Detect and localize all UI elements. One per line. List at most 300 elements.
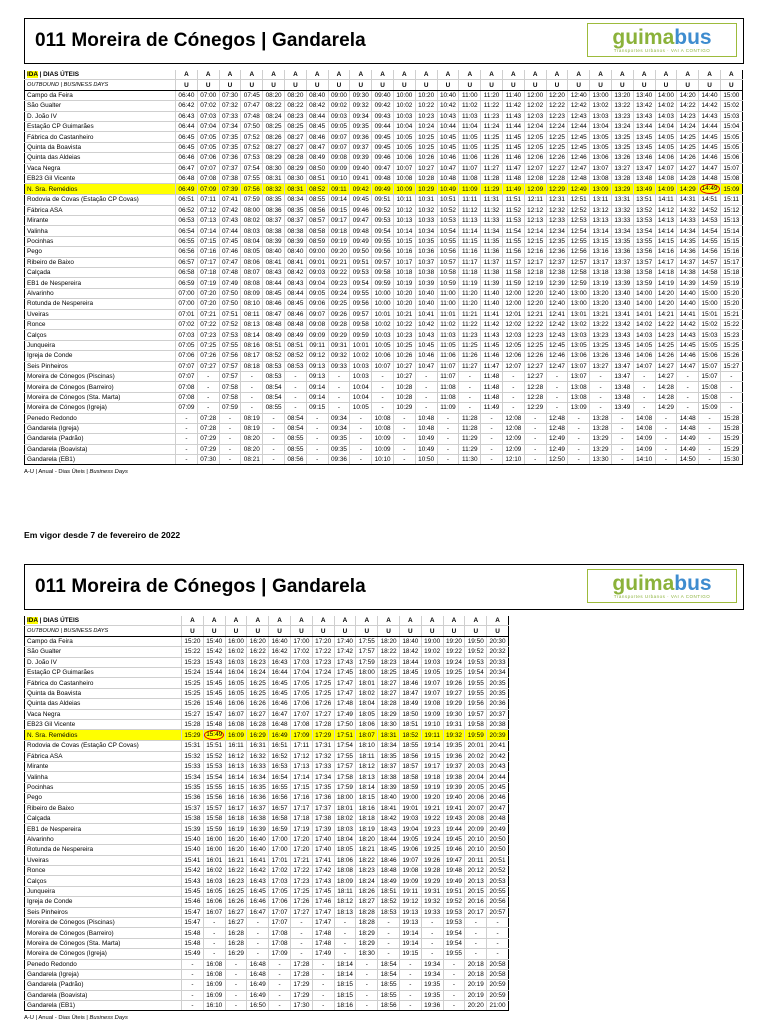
departure-time: 10:06 <box>372 351 394 361</box>
departure-time: 08:02 <box>241 216 263 226</box>
departure-time: 10:46 <box>415 351 437 361</box>
departure-time: 18:57 <box>399 762 421 772</box>
period-code: A <box>328 70 350 80</box>
stop-name: Gandarela (Igreja) <box>25 969 182 979</box>
departure-time: 08:50 <box>306 163 328 173</box>
departure-time: 17:18 <box>290 814 312 824</box>
departure-time: 18:30 <box>356 949 378 959</box>
departure-time: 08:03 <box>241 226 263 236</box>
departure-time: 09:11 <box>328 184 350 195</box>
departure-time: 10:47 <box>415 361 437 371</box>
departure-time: 13:54 <box>633 226 655 236</box>
departure-time: 07:52 <box>219 319 241 329</box>
departure-time: 14:58 <box>699 268 721 278</box>
departure-time: 11:55 <box>502 236 524 246</box>
departure-time: 09:45 <box>372 132 394 142</box>
departure-time: 08:19 <box>241 423 263 433</box>
departure-time: 16:05 <box>203 886 225 896</box>
departure-time: 16:03 <box>203 876 225 886</box>
departure-time: 14:54 <box>699 226 721 236</box>
departure-time: 18:31 <box>378 730 400 741</box>
departure-time: 11:06 <box>437 351 459 361</box>
departure-time: 20:39 <box>487 730 509 741</box>
departure-time: 20:11 <box>465 855 487 865</box>
departure-time: - <box>399 980 421 990</box>
departure-time: 08:20 <box>241 444 263 454</box>
departure-time: 20:17 <box>465 907 487 917</box>
table-row <box>25 1001 509 1011</box>
departure-time: 12:49 <box>568 184 590 195</box>
departure-time: 19:40 <box>443 793 465 803</box>
departure-time: 07:30 <box>219 90 241 100</box>
departure-time: 13:26 <box>611 153 633 163</box>
departure-time: 07:51 <box>219 309 241 319</box>
departure-time: 12:39 <box>546 278 568 288</box>
departure-time: 10:34 <box>415 226 437 236</box>
departure-time: 08:40 <box>263 247 285 257</box>
period-code: A <box>611 70 633 80</box>
departure-time: - <box>487 938 509 948</box>
departure-time: 07:50 <box>241 121 263 131</box>
departure-time: 12:19 <box>524 278 546 288</box>
departure-time: 20:30 <box>487 636 509 646</box>
departure-time: - <box>437 434 459 444</box>
departure-time: - <box>568 444 590 454</box>
departure-time: - <box>720 382 742 392</box>
departure-time: 10:43 <box>437 111 459 121</box>
departure-time: 17:05 <box>269 886 291 896</box>
day-code: U <box>459 80 481 90</box>
departure-time: 15:07 <box>699 361 721 371</box>
departure-time: 12:54 <box>568 226 590 236</box>
departure-time: 07:52 <box>241 142 263 152</box>
departure-time: 12:43 <box>546 330 568 340</box>
departure-time: 12:02 <box>502 319 524 329</box>
departure-time: - <box>465 938 487 948</box>
departure-time: 06:45 <box>176 132 198 142</box>
departure-time: 11:23 <box>459 330 481 340</box>
departure-time: 17:29 <box>290 980 312 990</box>
departure-time: 12:55 <box>568 236 590 246</box>
departure-time: 09:09 <box>328 163 350 173</box>
departure-time: 20:15 <box>465 886 487 896</box>
departure-time: 16:57 <box>269 803 291 813</box>
departure-time: 12:09 <box>502 434 524 444</box>
departure-time: 16:09 <box>203 990 225 1000</box>
departure-time: 07:06 <box>176 351 198 361</box>
departure-time: 17:55 <box>356 636 378 646</box>
departure-time: 13:02 <box>568 319 590 329</box>
departure-time: 12:59 <box>568 278 590 288</box>
stop-name: Pego <box>25 793 182 803</box>
departure-time: 15:55 <box>203 782 225 792</box>
departure-time: 07:56 <box>219 351 241 361</box>
departure-time: - <box>378 938 400 948</box>
departure-time: 12:56 <box>568 247 590 257</box>
departure-time: 13:14 <box>590 226 612 236</box>
departure-time: 06:56 <box>176 247 198 257</box>
departure-time: - <box>677 371 699 381</box>
departure-time: 11:15 <box>459 236 481 246</box>
departure-time: 13:02 <box>590 101 612 111</box>
departure-time: 13:44 <box>633 121 655 131</box>
departure-time: 12:28 <box>524 382 546 392</box>
departure-time: 13:05 <box>568 340 590 350</box>
departure-time: 16:01 <box>203 855 225 865</box>
departure-time: 17:20 <box>290 845 312 855</box>
departure-time: 17:20 <box>312 636 334 646</box>
departure-time: 18:02 <box>334 814 356 824</box>
departure-time: 17:42 <box>312 865 334 875</box>
departure-time: - <box>465 917 487 927</box>
departure-time: - <box>225 959 247 969</box>
departure-time: 16:37 <box>247 803 269 813</box>
day-code: U <box>611 80 633 90</box>
stop-name: Calçada <box>25 814 182 824</box>
stop-name: Calçada <box>25 268 176 278</box>
departure-time: 09:17 <box>328 216 350 226</box>
departure-time: 15:06 <box>699 351 721 361</box>
departure-time: 13:55 <box>633 236 655 246</box>
departure-time: 13:48 <box>633 173 655 183</box>
departure-time: 20:55 <box>487 886 509 896</box>
departure-time: 13:43 <box>611 330 633 340</box>
departure-time: 15:59 <box>203 824 225 834</box>
departure-time: 12:47 <box>568 163 590 173</box>
departure-time: 09:55 <box>372 236 394 246</box>
departure-time: 19:15 <box>421 751 443 761</box>
departure-time: 08:31 <box>263 173 285 183</box>
departure-time: 15:24 <box>182 667 204 677</box>
departure-time: 12:07 <box>524 163 546 173</box>
departure-time: 16:39 <box>247 824 269 834</box>
departure-time: 19:06 <box>399 845 421 855</box>
table-row <box>25 751 509 761</box>
departure-time: 13:53 <box>633 216 655 226</box>
departure-time: 13:04 <box>590 121 612 131</box>
departure-time: 11:16 <box>459 247 481 257</box>
departure-time: - <box>284 403 306 413</box>
departure-time: - <box>568 413 590 423</box>
day-code: U <box>356 626 378 636</box>
departure-time: 18:54 <box>378 969 400 979</box>
departure-time: 16:20 <box>225 834 247 844</box>
departure-time: - <box>263 455 285 465</box>
departure-time: - <box>241 371 263 381</box>
stop-name: EB23 Gil Vicente <box>25 719 182 729</box>
departure-time: 16:42 <box>247 865 269 875</box>
day-code: U <box>350 80 372 90</box>
departure-time: 15:40 <box>182 845 204 855</box>
stop-name: Valinha <box>25 772 182 782</box>
departure-time: 14:43 <box>677 330 699 340</box>
departure-time: 11:00 <box>459 90 481 100</box>
stop-name: Campo da Feira <box>25 636 182 646</box>
table-row <box>25 382 743 392</box>
departure-time: - <box>677 382 699 392</box>
departure-time: 18:18 <box>356 814 378 824</box>
departure-time: 18:52 <box>399 730 421 741</box>
departure-time: - <box>290 917 312 927</box>
departure-time: 10:59 <box>437 278 459 288</box>
departure-time: - <box>356 959 378 969</box>
departure-time: 10:43 <box>415 330 437 340</box>
departure-time: 13:25 <box>611 142 633 152</box>
departure-time: 11:08 <box>437 382 459 392</box>
stop-name: Moreira de Cónegos (Barreiro) <box>25 382 176 392</box>
departure-time: 12:45 <box>568 142 590 152</box>
departure-time: 11:09 <box>437 403 459 413</box>
departure-time: 14:45 <box>699 142 721 152</box>
departure-time: - <box>197 371 219 381</box>
departure-time: 17:45 <box>312 886 334 896</box>
table-row <box>25 803 509 813</box>
departure-time: 14:59 <box>699 278 721 288</box>
departure-time: - <box>247 928 269 938</box>
departure-time: 17:48 <box>334 699 356 709</box>
departure-time: 19:18 <box>421 772 443 782</box>
departure-time: 20:58 <box>487 959 509 969</box>
departure-time: 07:59 <box>241 195 263 205</box>
departure-time: 19:34 <box>421 969 443 979</box>
table-row <box>25 678 509 688</box>
departure-time: 16:29 <box>247 730 269 741</box>
departure-time: - <box>720 371 742 381</box>
departure-time: 17:03 <box>290 657 312 667</box>
departure-time: 16:45 <box>269 688 291 698</box>
departure-time: 19:09 <box>421 709 443 719</box>
departure-time: 12:02 <box>524 101 546 111</box>
departure-time: 08:35 <box>284 205 306 215</box>
departure-time: 13:17 <box>590 257 612 267</box>
departure-time: 20:35 <box>487 688 509 698</box>
departure-time: 08:44 <box>263 278 285 288</box>
departure-time: 06:53 <box>176 216 198 226</box>
departure-time: 09:21 <box>328 257 350 267</box>
departure-time: 14:35 <box>677 236 699 246</box>
departure-time: 13:48 <box>611 392 633 402</box>
departure-time: 10:02 <box>393 101 415 111</box>
departure-time: 11:25 <box>459 340 481 350</box>
departure-time: 08:44 <box>284 288 306 298</box>
departure-time: 09:51 <box>372 195 394 205</box>
departure-time: 20:47 <box>487 803 509 813</box>
departure-time: 11:25 <box>481 132 503 142</box>
departure-time: 11:08 <box>437 392 459 402</box>
departure-time: 19:03 <box>399 814 421 824</box>
departure-time: 17:47 <box>334 678 356 688</box>
departure-time: 17:08 <box>269 928 291 938</box>
day-code: U <box>421 626 443 636</box>
table-row <box>25 444 743 454</box>
stop-name: Rodovia de Covas (Estação CP Covas) <box>25 741 182 751</box>
departure-time: 09:19 <box>328 236 350 246</box>
departure-time: 07:13 <box>197 216 219 226</box>
departure-time: 11:48 <box>481 382 503 392</box>
departure-time: 14:05 <box>655 142 677 152</box>
departure-time: 09:28 <box>328 319 350 329</box>
stop-name: Quinta da Boavista <box>25 142 176 152</box>
departure-time: 08:53 <box>263 371 285 381</box>
departure-time: 12:32 <box>546 205 568 215</box>
departure-time: 11:53 <box>502 216 524 226</box>
stop-name: Ronce <box>25 319 176 329</box>
departure-time: 07:36 <box>219 153 241 163</box>
departure-time: 07:29 <box>197 444 219 454</box>
departure-time: 09:35 <box>350 121 372 131</box>
departure-time: 15:35 <box>182 782 204 792</box>
departure-time: - <box>399 1001 421 1011</box>
departure-time: 11:49 <box>481 403 503 413</box>
departure-time: - <box>269 1001 291 1011</box>
departure-time: 15:27 <box>720 361 742 371</box>
departure-time: - <box>611 455 633 465</box>
departure-time: 15:05 <box>720 142 742 152</box>
departure-time: 16:42 <box>269 647 291 657</box>
table-row <box>25 163 743 173</box>
departure-time: 07:57 <box>219 361 241 371</box>
departure-time: - <box>415 382 437 392</box>
departure-time: 16:40 <box>247 845 269 855</box>
departure-time: 19:48 <box>443 865 465 875</box>
departure-time: 07:11 <box>197 195 219 205</box>
departure-time: 14:06 <box>655 153 677 163</box>
departure-time: 16:10 <box>203 1001 225 1011</box>
departure-time: 12:09 <box>524 184 546 195</box>
departure-time: 18:09 <box>334 876 356 886</box>
departure-time: 15:48 <box>203 719 225 729</box>
departure-time: 07:20 <box>197 288 219 298</box>
departure-time: 15:03 <box>699 330 721 340</box>
day-code: U <box>334 626 356 636</box>
departure-time: 13:25 <box>611 132 633 142</box>
departure-time: 13:36 <box>611 247 633 257</box>
departure-time: 12:27 <box>546 163 568 173</box>
period-code: A <box>437 70 459 80</box>
departure-time: 18:43 <box>378 824 400 834</box>
departure-time: 12:21 <box>524 309 546 319</box>
departure-time: 11:39 <box>481 278 503 288</box>
departure-time: - <box>699 434 721 444</box>
departure-time: 19:52 <box>465 647 487 657</box>
departure-time: 10:00 <box>393 90 415 100</box>
departure-time: 16:20 <box>247 636 269 646</box>
guimabus-logo <box>587 569 737 603</box>
departure-time: 15:28 <box>182 719 204 729</box>
departure-time: - <box>356 990 378 1000</box>
departure-time: - <box>421 917 443 927</box>
departure-time: 09:08 <box>306 319 328 329</box>
departure-time: 12:26 <box>524 351 546 361</box>
departure-time: 20:41 <box>487 741 509 751</box>
departure-time: 15:00 <box>699 288 721 298</box>
period-code: A <box>590 70 612 80</box>
departure-time: 15:54 <box>203 772 225 782</box>
departure-time: - <box>312 959 334 969</box>
departure-time: - <box>219 455 241 465</box>
table-row <box>25 111 743 121</box>
departure-time: 20:13 <box>465 876 487 886</box>
departure-time: 07:47 <box>241 101 263 111</box>
departure-time: 17:13 <box>290 762 312 772</box>
departure-time: - <box>437 444 459 454</box>
departure-time: 15:12 <box>720 205 742 215</box>
departure-time: 12:46 <box>546 351 568 361</box>
departure-time: 16:20 <box>225 845 247 855</box>
departure-time: 16:16 <box>225 793 247 803</box>
departure-time: 18:01 <box>356 678 378 688</box>
departure-time: - <box>334 938 356 948</box>
departure-time: 11:18 <box>459 268 481 278</box>
departure-time: 13:07 <box>590 163 612 173</box>
departure-time: 17:03 <box>269 876 291 886</box>
departure-time: 14:48 <box>699 173 721 183</box>
departure-time: 14:26 <box>655 351 677 361</box>
departure-time: 17:49 <box>334 709 356 719</box>
stop-name: Gandarela (EB1) <box>25 455 176 465</box>
departure-time: 19:53 <box>465 657 487 667</box>
table-row <box>25 688 509 698</box>
departure-time: - <box>524 444 546 454</box>
departure-time: 17:57 <box>334 762 356 772</box>
departure-time: - <box>350 444 372 454</box>
departure-time: 08:05 <box>241 247 263 257</box>
departure-time: 16:56 <box>269 793 291 803</box>
departure-time: 07:15 <box>197 236 219 246</box>
period-code: A <box>269 616 291 626</box>
departure-time: 07:42 <box>219 205 241 215</box>
departure-time: 16:29 <box>225 949 247 959</box>
departure-time: 17:27 <box>312 709 334 719</box>
departure-time: 13:21 <box>590 309 612 319</box>
departure-time: 17:25 <box>312 688 334 698</box>
departure-time: 12:05 <box>524 142 546 152</box>
departure-time: 13:07 <box>568 361 590 371</box>
departure-time: 18:14 <box>356 782 378 792</box>
departure-time: 12:41 <box>546 309 568 319</box>
departure-time: 07:58 <box>219 392 241 402</box>
departure-time: 08:51 <box>263 340 285 350</box>
period-code: A <box>306 70 328 80</box>
departure-time: 08:24 <box>263 111 285 121</box>
departure-time: - <box>590 371 612 381</box>
departure-time: 14:27 <box>655 371 677 381</box>
departure-time: - <box>306 455 328 465</box>
departure-time: 14:20 <box>655 299 677 309</box>
day-code: U <box>677 80 699 90</box>
departure-time: 13:27 <box>590 361 612 371</box>
departure-time: 09:15 <box>328 205 350 215</box>
departure-time: 12:14 <box>524 226 546 236</box>
departure-time: 13:49 <box>633 184 655 195</box>
table-row <box>25 762 509 772</box>
departure-time: 13:56 <box>633 247 655 257</box>
departure-time: 18:58 <box>399 772 421 782</box>
departure-time: 19:38 <box>443 772 465 782</box>
departure-time: - <box>290 938 312 948</box>
departure-time: 16:26 <box>247 699 269 709</box>
period-code: A <box>203 616 225 626</box>
departure-time: 18:29 <box>356 928 378 938</box>
departure-time: 13:20 <box>611 90 633 100</box>
table-row <box>25 278 743 288</box>
departure-time: 08:04 <box>241 236 263 246</box>
departure-time: 20:50 <box>487 845 509 855</box>
period-code: A <box>633 70 655 80</box>
departure-time: 11:46 <box>481 351 503 361</box>
departure-time: 20:44 <box>487 772 509 782</box>
departure-time: 20:58 <box>487 969 509 979</box>
